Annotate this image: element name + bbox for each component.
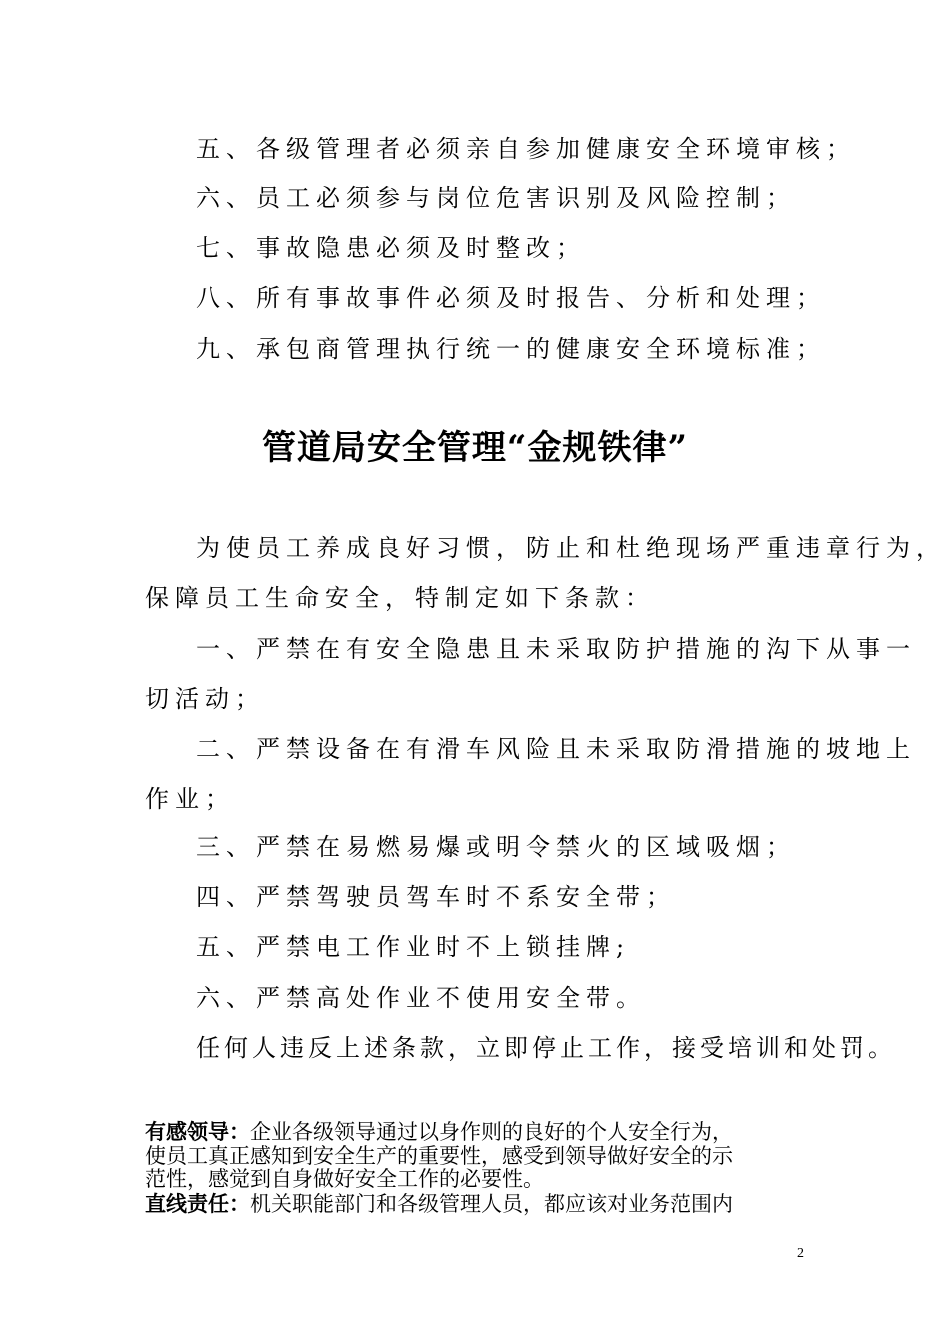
definition-line: 使员工真正感知到安全生产的重要性，感受到领导做好安全的示 <box>145 1144 733 1168</box>
definition-text: 企业各级领导通过以身作则的良好的个人安全行为， <box>250 1120 733 1144</box>
rule-item: 四、严禁驾驶员驾车时不系安全带； <box>196 883 676 911</box>
list-item: 九、承包商管理执行统一的健康安全环境标准； <box>196 335 826 363</box>
definition-line <box>145 1193 733 1215</box>
section-title: 管道局安全管理“金规铁律” <box>261 428 689 468</box>
intro-paragraph-line: 为使员工养成良好习惯，防止和杜绝现场严重违章行为， <box>196 534 946 562</box>
rule-item: 一、严禁在有安全隐患且未采取防护措施的沟下从事一 <box>196 635 916 663</box>
list-item: 六、员工必须参与岗位危害识别及风险控制； <box>196 184 796 212</box>
definition-line <box>145 1121 733 1143</box>
page-number: 2 <box>797 1246 804 1261</box>
closing-statement: 任何人违反上述条款，立即停止工作，接受培训和处罚。 <box>196 1034 896 1062</box>
definition-line: 范性，感觉到自身做好安全工作的必要性。 <box>145 1167 544 1191</box>
rule-item: 六、严禁高处作业不使用安全带。 <box>196 984 646 1012</box>
definition-term: 直线责任： <box>145 1192 250 1216</box>
definition-text: 机关职能部门和各级管理人员，都应该对业务范围内 <box>250 1192 733 1216</box>
intro-paragraph-line: 保障员工生命安全，特制定如下条款： <box>145 584 655 612</box>
rule-item: 二、严禁设备在有滑车风险且未采取防滑措施的坡地上 <box>196 735 916 763</box>
list-item: 八、所有事故事件必须及时报告、分析和处理； <box>196 284 826 312</box>
rule-item-continuation: 切活动； <box>145 685 265 713</box>
rule-item: 三、严禁在易燃易爆或明令禁火的区域吸烟； <box>196 833 796 861</box>
rule-item: 五、严禁电工作业时不上锁挂牌; <box>196 933 631 961</box>
list-item: 七、事故隐患必须及时整改； <box>196 234 586 262</box>
definition-term: 有感领导： <box>145 1120 250 1144</box>
rule-item-continuation: 作业； <box>145 785 235 813</box>
list-item: 五、各级管理者必须亲自参加健康安全环境审核； <box>196 135 856 163</box>
